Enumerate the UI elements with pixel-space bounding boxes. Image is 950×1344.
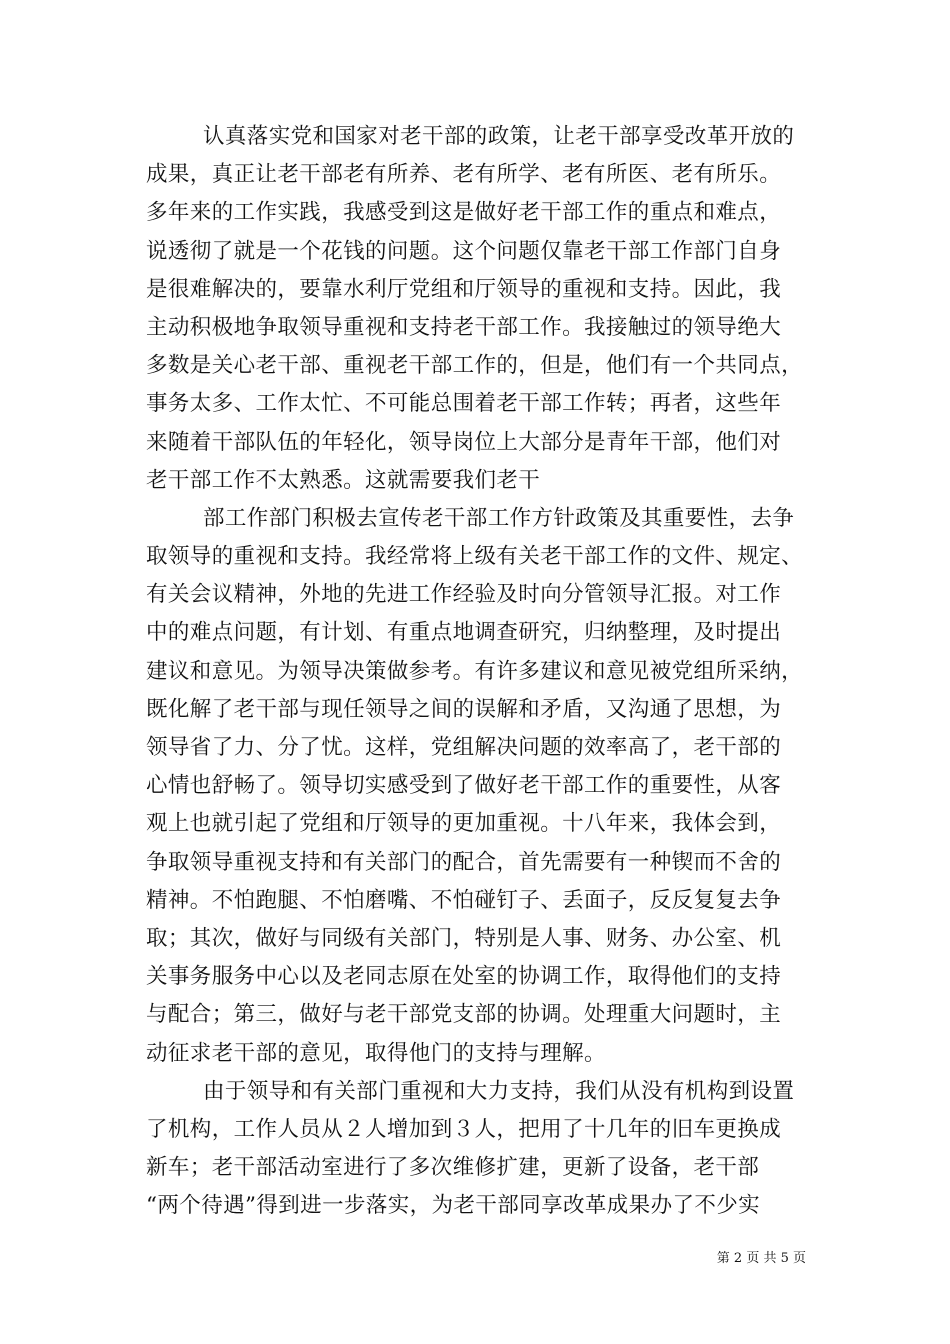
text-line: “两个待遇”得到进一步落实，为老干部同享改革成果办了不少实 [146, 1193, 761, 1219]
text-line: 说透彻了就是一个花钱的问题。这个问题仅靠老干部工作部门自身 [146, 238, 782, 264]
text-line: 是很难解决的，要靠水利厅党组和厅领导的重视和支持。因此，我 [146, 276, 782, 302]
text-line: 争取领导重视支持和有关部门的配合，首先需要有一种锲而不舍的 [146, 849, 782, 875]
text-line: 了机构，工作人员从２人增加到３人，把用了十几年的旧车更换成 [146, 1116, 782, 1142]
text-line: 事务太多、工作太忙、不可能总围着老干部工作转；再者，这些年 [146, 391, 782, 417]
text-line: 多年来的工作实践，我感受到这是做好老干部工作的重点和难点， [146, 200, 782, 226]
text-line: 主动积极地争取领导重视和支持老干部工作。我接触过的领导绝大 [146, 314, 782, 340]
document-body [146, 118, 806, 1225]
text-line: 观上也就引起了党组和厅领导的更加重视。十八年来，我体会到， [146, 811, 782, 837]
text-line: 领导省了力、分了忧。这样，党组解决问题的效率高了，老干部的 [146, 735, 782, 760]
text-line: 既化解了老干部与现任领导之间的误解和矛盾，又沟通了思想，为 [146, 696, 782, 722]
text-line: 来随着干部队伍的年轻化，领导岗位上大部分是青年干部，他们对 [146, 429, 782, 455]
text-line: 有关会议精神，外地的先进工作经验及时向分管领导汇报。对工作 [146, 582, 782, 608]
text-line: 动征求老干部的意见，取得他门的支持与理解。 [146, 1040, 606, 1066]
text-line: 与配合；第三，做好与老干部党支部的协调。处理重大问题时，主 [146, 1002, 782, 1028]
text-line: 老干部工作不太熟悉。这就需要我们老干 [146, 467, 541, 493]
text-line: 中的难点问题，有计划、有重点地调查研究，归纳整理，及时提出 [146, 620, 782, 646]
text-line: 由于领导和有关部门重视和大力支持，我们从没有机构到设置 [203, 1078, 795, 1104]
text-line: 精神。不怕跑腿、不怕磨嘴、不怕碰钉子、丢面子，反反复复去争 [146, 887, 782, 913]
text-line: 取领导的重视和支持。我经常将上级有关老干部工作的文件、规定、 [146, 544, 804, 570]
text-line: 部工作部门积极去宣传老干部工作方针政策及其重要性，去争 [203, 505, 795, 531]
page-number: 第 2 页 共 5 页 [716, 1251, 806, 1266]
text-line: 新车；老干部活动室进行了多次维修扩建，更新了设备，老干部 [146, 1155, 760, 1181]
text-line: 取；其次，做好与同级有关部门，特别是人事、财务、办公室、机 [146, 925, 782, 951]
text-line: 成果，真正让老干部老有所养、老有所学、老有所医、老有所乐。 [146, 162, 782, 188]
text-line: 建议和意见。为领导决策做参考。有许多建议和意见被党组所采纳， [146, 658, 804, 684]
text-line: 心情也舒畅了。领导切实感受到了做好老干部工作的重要性，从客 [146, 773, 782, 799]
text-line: 多数是关心老干部、重视老干部工作的，但是，他们有一个共同点， [146, 353, 804, 379]
text-line: 认真落实党和国家对老干部的政策，让老干部享受改革开放的 [203, 124, 795, 149]
text-line: 关事务服务中心以及老同志原在处室的协调工作，取得他们的支持 [146, 964, 782, 990]
